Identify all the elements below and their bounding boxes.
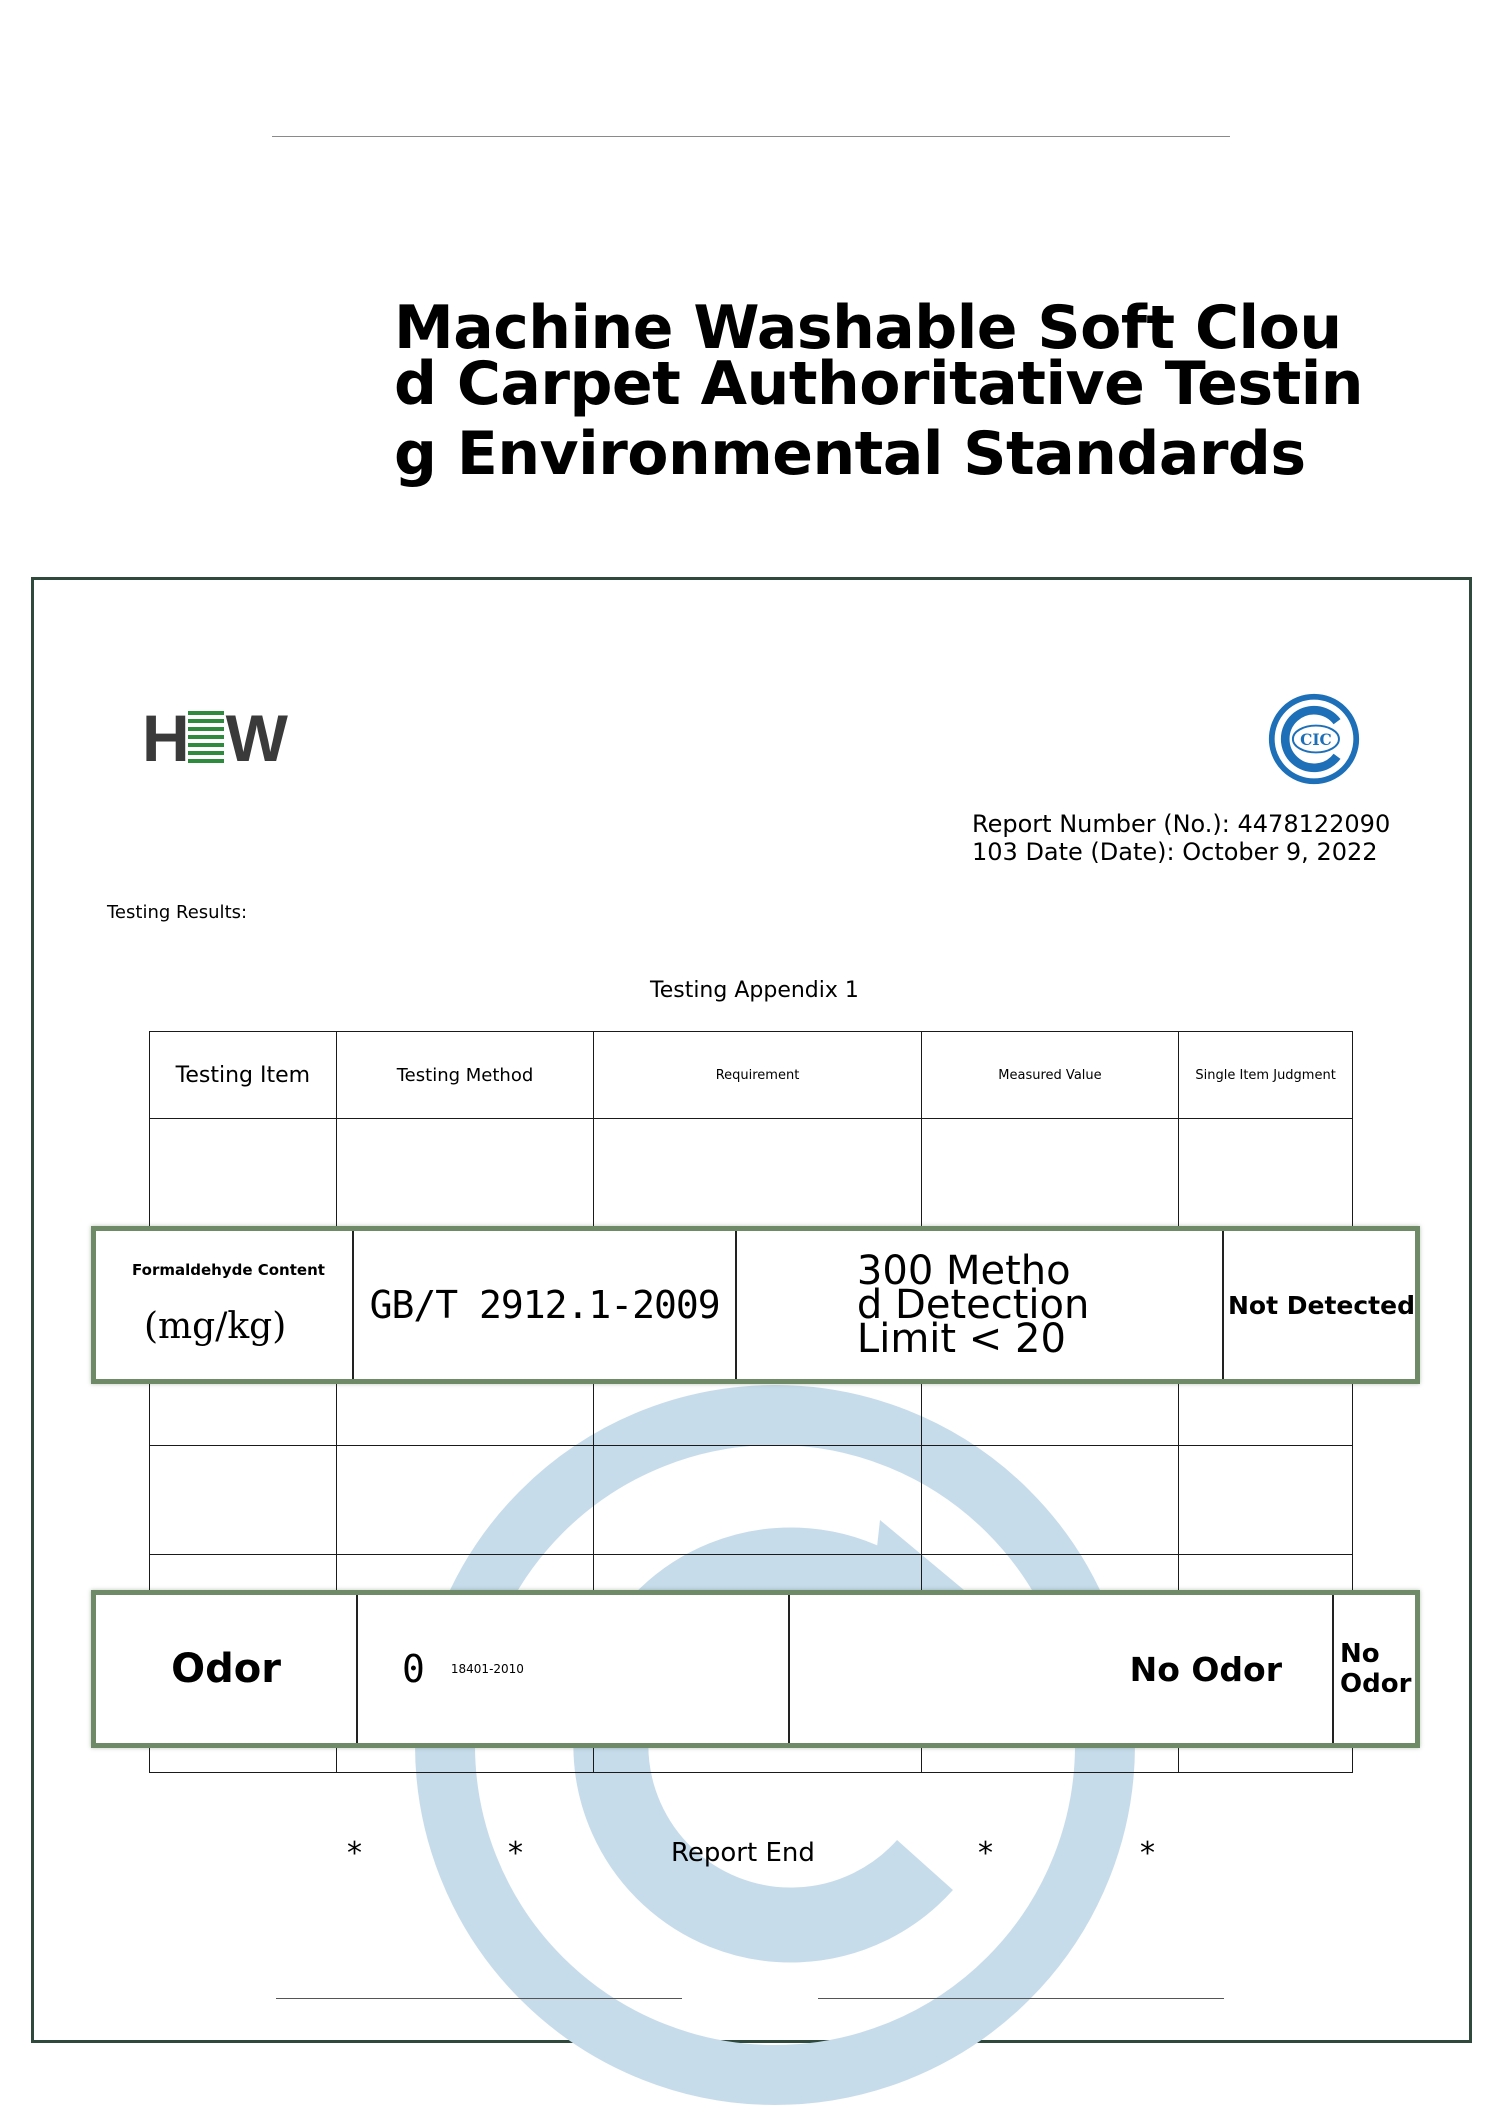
- title-line-3: g Environmental Standards: [394, 419, 1306, 489]
- report-number: Report Number (No.): 4478122090: [972, 810, 1391, 838]
- report-info: [972, 810, 1390, 866]
- table-row: [150, 1446, 1353, 1555]
- signature-line: [276, 1998, 682, 1999]
- formaldehyde-judgment: Not Detected: [1228, 1290, 1415, 1320]
- star-mark: *: [978, 1836, 993, 1871]
- svg-text:CIC: CIC: [1300, 730, 1332, 749]
- formaldehyde-requirement: 300 Metho d Detection Limit < 20: [856, 1248, 1090, 1362]
- odor-item: Odor: [96, 1595, 358, 1743]
- formaldehyde-item-cell: [96, 1231, 354, 1379]
- odor-method-cell: [358, 1595, 790, 1743]
- odor-judgment: No Odor: [1340, 1639, 1412, 1699]
- formaldehyde-label: Formaldehyde Content: [132, 1261, 325, 1279]
- page-title: [394, 293, 1364, 489]
- top-divider: [272, 136, 1230, 137]
- formaldehyde-requirement-cell: [737, 1231, 1224, 1379]
- title-line-2: d Carpet Authoritative Testin: [394, 349, 1364, 419]
- formaldehyde-row: [91, 1226, 1420, 1384]
- report-end: Report End: [671, 1838, 815, 1868]
- header-testing-method: Testing Method: [336, 1032, 594, 1119]
- cic-seal-icon: [1266, 691, 1362, 787]
- htw-logo-green-bars: [188, 711, 224, 763]
- header-measured-value: Measured Value: [921, 1032, 1179, 1119]
- signature-line: [818, 1998, 1224, 1999]
- report-date: 103 Date (Date): October 9, 2022: [972, 838, 1378, 866]
- star-mark: *: [508, 1836, 523, 1871]
- testing-results-label: Testing Results:: [107, 902, 248, 923]
- header-requirement: Requirement: [594, 1032, 921, 1119]
- odor-method-main: 0: [402, 1647, 425, 1691]
- table-header-row: [150, 1032, 1353, 1119]
- header-testing-item: Testing Item: [150, 1032, 337, 1119]
- htw-logo: H W: [142, 701, 284, 775]
- odor-row: [91, 1590, 1420, 1748]
- header-judgment: Single Item Judgment: [1179, 1032, 1353, 1119]
- table-row: [150, 1119, 1353, 1228]
- star-mark: *: [347, 1836, 362, 1871]
- odor-method-standard: 18401-2010: [450, 1662, 524, 1676]
- appendix-title: Testing Appendix 1: [650, 978, 859, 1003]
- formaldehyde-method: GB/T 2912.1-2009: [354, 1231, 737, 1379]
- star-mark: *: [1140, 1836, 1155, 1871]
- title-line-1: Machine Washable Soft Clou: [394, 293, 1342, 363]
- formaldehyde-unit: (mg/kg): [144, 1306, 287, 1347]
- odor-requirement: No Odor: [790, 1595, 1334, 1743]
